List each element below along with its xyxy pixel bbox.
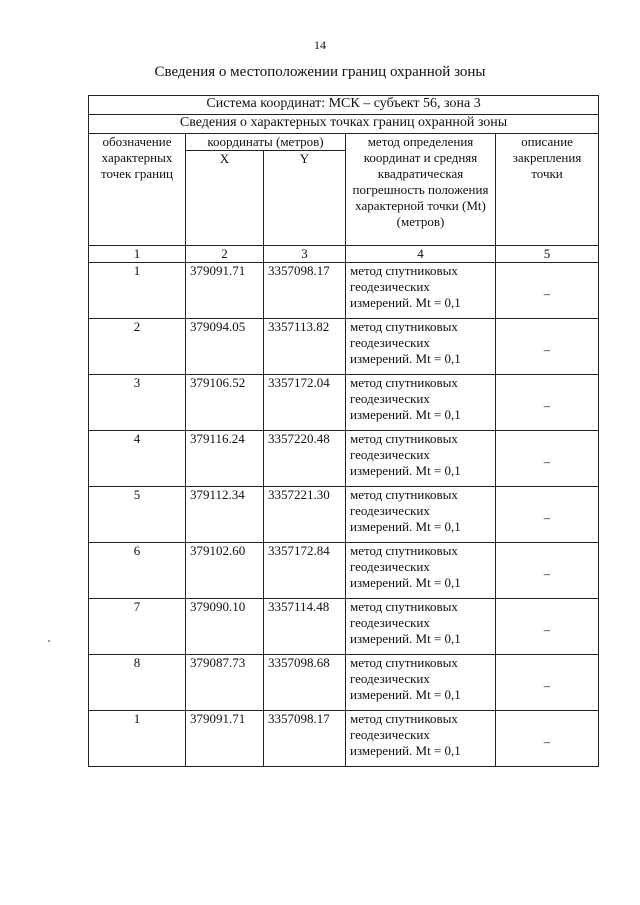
method-cell: метод спутниковых геодезических измерений. Mt = 0,1: [346, 263, 496, 319]
y-cell: 3357172.04: [264, 375, 346, 431]
table-row: [89, 599, 599, 655]
table-row: [89, 543, 599, 599]
method-cell: метод спутниковых геодезических измерений. Mt = 0,1: [346, 655, 496, 711]
coordinates-table: [88, 95, 599, 767]
point-cell: 1: [89, 711, 186, 767]
page-number: 14: [314, 38, 326, 52]
header-desc: описание закрепления точки: [496, 134, 599, 246]
y-cell: 3357114.48: [264, 599, 346, 655]
header-method: метод определения координат и средняя квадратическая погрешность положения характерной точки (Mt) (метров): [346, 134, 496, 246]
point-cell: 3: [89, 375, 186, 431]
description-cell: –: [496, 319, 599, 375]
x-cell: 379094.05: [186, 319, 264, 375]
y-cell: 3357172.84: [264, 543, 346, 599]
table-row: [89, 319, 599, 375]
table-row: [89, 487, 599, 543]
table-row: [89, 431, 599, 487]
method-cell: метод спутниковых геодезических измерений. Mt = 0,1: [346, 319, 496, 375]
table-row: [89, 263, 599, 319]
column-number-row: [89, 246, 599, 263]
x-cell: 379112.34: [186, 487, 264, 543]
point-cell: 6: [89, 543, 186, 599]
column-number: 3: [264, 246, 346, 263]
header-x: X: [186, 151, 264, 246]
scan-speck: [48, 640, 50, 642]
column-number: 1: [89, 246, 186, 263]
point-cell: 5: [89, 487, 186, 543]
method-cell: метод спутниковых геодезических измерений. Mt = 0,1: [346, 431, 496, 487]
x-cell: 379091.71: [186, 263, 264, 319]
description-cell: –: [496, 711, 599, 767]
x-cell: 379116.24: [186, 431, 264, 487]
y-cell: 3357221.30: [264, 487, 346, 543]
point-cell: 8: [89, 655, 186, 711]
description-cell: –: [496, 487, 599, 543]
y-cell: 3357098.68: [264, 655, 346, 711]
table-row: [89, 655, 599, 711]
x-cell: 379106.52: [186, 375, 264, 431]
method-cell: метод спутниковых геодезических измерений. Mt = 0,1: [346, 375, 496, 431]
x-cell: 379091.71: [186, 711, 264, 767]
point-cell: 1: [89, 263, 186, 319]
coordinate-system-label: Система координат: МСК – субъект 56, зона 3: [89, 96, 599, 115]
document-title: Сведения о местоположении границ охранной зоны: [154, 64, 486, 80]
column-number: 4: [346, 246, 496, 263]
table-caption-row: [89, 115, 599, 134]
x-cell: 379090.10: [186, 599, 264, 655]
x-cell: 379087.73: [186, 655, 264, 711]
description-cell: –: [496, 655, 599, 711]
description-cell: –: [496, 543, 599, 599]
y-cell: 3357098.17: [264, 711, 346, 767]
point-cell: 7: [89, 599, 186, 655]
y-cell: 3357113.82: [264, 319, 346, 375]
y-cell: 3357098.17: [264, 263, 346, 319]
x-cell: 379102.60: [186, 543, 264, 599]
column-number: 2: [186, 246, 264, 263]
column-number: 5: [496, 246, 599, 263]
description-cell: –: [496, 599, 599, 655]
method-cell: метод спутниковых геодезических измерений. Mt = 0,1: [346, 711, 496, 767]
method-cell: метод спутниковых геодезических измерений. Mt = 0,1: [346, 599, 496, 655]
coordinate-system-row: [89, 96, 599, 115]
header-y: Y: [264, 151, 346, 246]
header-coords: координаты (метров): [186, 134, 346, 151]
y-cell: 3357220.48: [264, 431, 346, 487]
header-point: обозначение характерных точек границ: [89, 134, 186, 246]
description-cell: –: [496, 431, 599, 487]
method-cell: метод спутниковых геодезических измерений. Mt = 0,1: [346, 487, 496, 543]
header-row: [89, 134, 599, 151]
description-cell: –: [496, 375, 599, 431]
point-cell: 2: [89, 319, 186, 375]
description-cell: –: [496, 263, 599, 319]
method-cell: метод спутниковых геодезических измерений. Mt = 0,1: [346, 543, 496, 599]
point-cell: 4: [89, 431, 186, 487]
table-row: [89, 711, 599, 767]
table-row: [89, 375, 599, 431]
table-caption: Сведения о характерных точках границ охранной зоны: [89, 115, 599, 134]
